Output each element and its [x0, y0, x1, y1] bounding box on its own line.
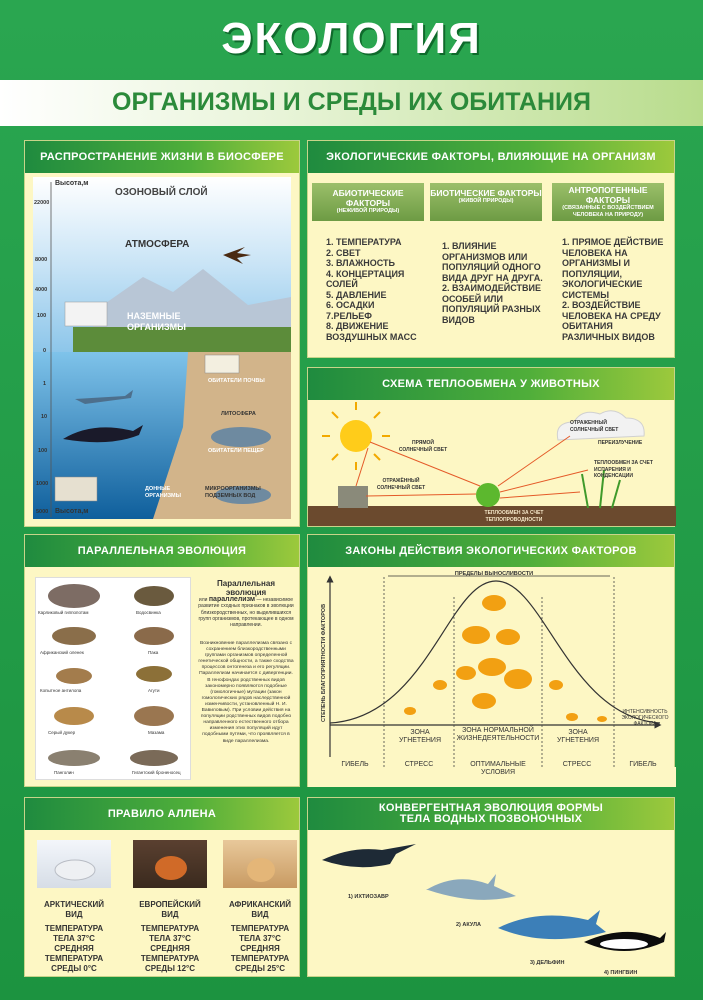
laws-panel [307, 534, 675, 787]
ozone-label: ОЗОНОВЫЙ СЛОЙ [115, 187, 208, 198]
africa-name: АФРИКАНСКИЙ ВИД [228, 900, 292, 919]
royal-antelope-icon [56, 668, 92, 684]
bottom-organisms-label: ДОННЫЕ ОРГАНИЗМЫ [145, 486, 182, 499]
animal-caption: Карликовый гиппопотам [38, 610, 89, 615]
european-fox-image [133, 840, 207, 888]
shark-label: 2) АКУЛА [456, 922, 481, 928]
conduction-label: ТЕПЛООБМЕН ЗА СЧЕТ ТЕПЛОПРОВОДНОСТИ [484, 510, 544, 523]
tolerance-label: ПРЕДЕЛЫ ВЫНОСЛИВОСТИ [454, 571, 534, 577]
tick-label: 10 [41, 414, 48, 420]
allen-panel [24, 797, 300, 977]
parallel-header: ПАРАЛЛЕЛЬНАЯ ЭВОЛЮЦИЯ [25, 535, 299, 567]
tick-label: 100 [38, 448, 48, 454]
animal-caption: Гигантский броненосец [132, 770, 181, 775]
animal-caption: Панголин [54, 770, 74, 775]
tick-label: 1000 [36, 481, 49, 487]
axis-bottom-label: Высота,м [55, 508, 89, 515]
allen-header: ПРАВИЛО АЛЛЕНА [25, 798, 299, 830]
land-organisms-icon [65, 302, 107, 326]
european-fox-icon [155, 856, 187, 880]
band-optimal: ОПТИМАЛЬНЫЕ УСЛОВИЯ [470, 761, 526, 776]
animal-caption: Копытное антилопа [40, 688, 82, 693]
band-stress-right: СТРЕСС [562, 761, 592, 768]
biosphere-panel [24, 140, 300, 527]
tick-label: 8000 [35, 257, 48, 263]
reradiation-label: ПЕРЕИЗЛУЧЕНИЕ [598, 440, 643, 446]
tick-label: 100 [37, 313, 47, 319]
x-axis-label: ИНТЕНСИВНОСТЬ ЭКОЛОГИЧЕСКОГО ФАКТОРА [621, 709, 669, 727]
africa-env: СРЕДНЯЯ ТЕМПЕРАТУРА СРЕДЫ 25°С [230, 944, 290, 973]
pangolin-icon [48, 750, 100, 766]
laws-header: ЗАКОНЫ ДЕЙСТВИЯ ЭКОЛОГИЧЕСКИХ ФАКТОРОВ [308, 535, 674, 567]
parallel-title: Параллельная эволюция [217, 579, 275, 597]
europe-body: ТЕМПЕРАТУРА ТЕЛА 37°С [140, 924, 200, 943]
caves-label: ОБИТАТЕЛИ ПЕЩЕР [208, 448, 264, 454]
tolerance-chart [308, 567, 676, 787]
band-death-left: ГИБЕЛЬ [341, 761, 369, 768]
animal-caption: Африканский оленек [40, 650, 84, 655]
abiotic-list: 1. ТЕМПЕРАТУРА 2. СВЕТ 3. ВЛАЖНОСТЬ 4. КОНЦЕРТАЦИЯ СОЛЕЙ 5. ДАВЛЕНИЕ 6. ОСАДКИ 7.РЕЛЬЕФ 8. ДВИЖЕНИЕ ВОЗДУШНЫХ МАСС [326, 237, 417, 342]
animals-image [35, 577, 191, 780]
fennec-image [223, 840, 297, 888]
parallel-lead: или параллелизм — независимое развитие сходных признаков в эволюции близкородственных, но выделившихся групп организмов, протекающее в одном направлении. [198, 596, 294, 629]
bottom-organisms-icon [55, 477, 97, 501]
capybara-icon [134, 586, 174, 606]
reflected-ground-label: ОТРАЖЁННЫЙ СОЛНЕЧНЫЙ СВЕТ [376, 478, 426, 491]
reflected-cloud-label: ОТРАЖЕННЫЙ СОЛНЕЧНЫЙ СВЕТ [570, 420, 619, 433]
page-subtitle: ОРГАНИЗМЫ И СРЕДЫ ИХ ОБИТАНИЯ [112, 88, 591, 116]
animal-caption: Агути [148, 688, 160, 693]
micro-label: МИКРООРГАНИЗМЫ ПОДЗЕМНЫХ ВОД [205, 486, 261, 499]
heat-header: СХЕМА ТЕПЛООБМЕНА У ЖИВОТНЫХ [308, 368, 674, 400]
anthro-header: АНТРОПОГЕННЫЕ ФАКТОРЫ (СВЯЗАННЫЕ С ВОЗДЕЙСТВИЕМ ЧЕЛОВЕКА НА ПРИРОДУ) [552, 183, 664, 221]
biosphere-header: РАСПРОСТРАНЕНИЕ ЖИЗНИ В БИОСФЕРЕ [25, 141, 299, 173]
europe-env: СРЕДНЯЯ ТЕМПЕРАТУРА СРЕДЫ 12°С [140, 944, 200, 973]
arctic-fox-icon [55, 860, 95, 880]
parallel-panel [24, 534, 300, 787]
abiotic-header: АБИОТИЧЕСКИЕ ФАКТОРЫ (НЕЖИВОЙ ПРИРОДЫ) [312, 183, 424, 221]
soil-organisms-icon [205, 355, 239, 373]
fennec-icon [247, 858, 275, 882]
arctic-fox-image [37, 840, 111, 888]
anthro-list: 1. ПРЯМОЕ ДЕЙСТВИЕ ЧЕЛОВЕКА НА ОРГАНИЗМЫ И ПОПУЛЯЦИИ, ЭКОЛОГИЧЕСКИЕ СИСТЕМЫ 2. ВОЗДЕЙСТВИЕ ЧЕЛОВЕКА НА СРЕДУ ОБИТАНИЯ РАЗЛИЧНЫХ ВИДОВ [562, 237, 664, 342]
factors-header: ЭКОЛОГИЧЕСКИЕ ФАКТОРЫ, ВЛИЯЮЩИЕ НА ОРГАНИЗМ [308, 141, 674, 173]
y-axis-label: СТЕПЕНЬ БЛАГОПРИЯТНОСТИ ФАКТОРОВ [321, 603, 327, 723]
convergent-illustration [308, 830, 676, 978]
arctic-name: АРКТИЧЕСКИЙ ВИД [44, 900, 104, 919]
arctic-env: СРЕДНЯЯ ТЕМПЕРАТУРА СРЕДЫ 0°С [44, 944, 104, 973]
atmosphere-label: АТМОСФЕРА [125, 239, 190, 250]
dolphin-icon [498, 910, 606, 939]
band-stress-left: СТРЕСС [404, 761, 434, 768]
animal-caption: Водосвинка [136, 610, 161, 615]
chevrotain-icon [52, 627, 96, 645]
biotic-header: БИОТИЧЕСКИЕ ФАКТОРЫ (ЖИВОЙ ПРИРОДЫ) [430, 183, 542, 221]
page-title: ЭКОЛОГИЯ [221, 14, 482, 63]
zone-label-left: ЗОНА УГНЕТЕНИЯ [398, 729, 442, 744]
zone-label-center: ЗОНА НОРМАЛЬНОЙ ЖИЗНЕДЕЯТЕЛЬНОСТИ [456, 727, 540, 742]
ichthyosaur-icon [322, 844, 416, 867]
penguin-label: 4) ПИНГВИН [604, 970, 638, 976]
duiker-icon [54, 707, 94, 725]
convergent-header: КОНВЕРГЕНТНАЯ ЭВОЛЮЦИЯ ФОРМЫ ТЕЛА ВОДНЫХ ПОЗВОНОЧНЫХ [308, 798, 674, 830]
agouti-icon [136, 666, 172, 682]
arctic-body: ТЕМПЕРАТУРА ТЕЛА 37°С [44, 924, 104, 943]
animal-caption: Пака [148, 650, 159, 655]
dolphin-label: 3) ДЕЛЬФИН [530, 960, 565, 966]
tick-label: 22000 [34, 200, 50, 206]
soil-label: ОБИТАТЕЛИ ПОЧВЫ [208, 378, 265, 384]
pygmy-hippo-icon [48, 584, 100, 608]
paca-icon [134, 627, 174, 645]
convergent-panel [307, 797, 675, 977]
goldfish-icons [404, 595, 607, 722]
lithosphere-label: ЛИТОСФЕРА [221, 411, 256, 417]
axis-top-label: Высота,м [55, 180, 89, 187]
biotic-list: 1. ВЛИЯНИЕ ОРГАНИЗМОВ ИЛИ ПОПУЛЯЦИЙ ОДНОГО ВИДА ДРУГ НА ДРУГА. 2. ВЗАИМОДЕЙСТВИЕ ОСОБЕЙ ИЛИ ПОПУЛЯЦИЙ РАЗНЫХ ВИДОВ [442, 241, 543, 325]
tick-label: 4000 [35, 287, 48, 293]
band-death-right: ГИБЕЛЬ [629, 761, 657, 768]
parallel-body: Возникновение параллелизма связано с сохранением близкородственными группами организмов определенной генетической общности, а также сходства процессов онтогенеза и его регуляции. Параллелизм начинается с дивергенции. В генофондах родственных видов закономерно появляются подобные (гомологичные) мутации (закон гомологических рядов наследственной изменчивости, установленный Н. И. Вавиловым). При условии действия на популяции родственных видов подобно направленного естественного отбора изменения этих популяций идут подобными путями, что проявляется в виде параллелизма. [198, 641, 294, 744]
heat-panel [307, 367, 675, 527]
europe-name: ЕВРОПЕЙСКИЙ ВИД [139, 900, 201, 919]
animals-illustration [36, 578, 190, 778]
ichthyosaur-label: 1) ИХТИОЗАВР [348, 894, 389, 900]
biosphere-illustration [33, 177, 291, 519]
evaporation-label: ТЕПЛООБМЕН ЗА СЧЕТ ИСПАРЕНИЯ И КОНДЕНСАЦИИ [594, 460, 653, 479]
africa-body: ТЕМПЕРАТУРА ТЕЛА 37°С [230, 924, 290, 943]
frog-icon [476, 483, 500, 507]
armadillo-icon [130, 750, 178, 766]
animal-caption: Серый дукер [48, 730, 76, 735]
brocket-icon [134, 706, 174, 726]
sun-icon [340, 420, 372, 452]
direct-sun-label: ПРЯМОЙ СОЛНЕЧНЫЙ СВЕТ [398, 440, 448, 453]
tick-label: 1 [43, 381, 47, 387]
animal-caption: Мазама [148, 730, 165, 735]
shark-icon [426, 874, 516, 900]
tick-label: 5000 [36, 509, 49, 515]
factors-panel [307, 140, 675, 358]
tick-label: 0 [43, 348, 47, 354]
cave [211, 427, 271, 447]
stone-icon [338, 486, 368, 508]
land-organisms-label: НАЗЕМНЫЕ ОРГАНИЗМЫ [127, 311, 186, 332]
zone-label-right: ЗОНА УГНЕТЕНИЯ [556, 729, 600, 744]
